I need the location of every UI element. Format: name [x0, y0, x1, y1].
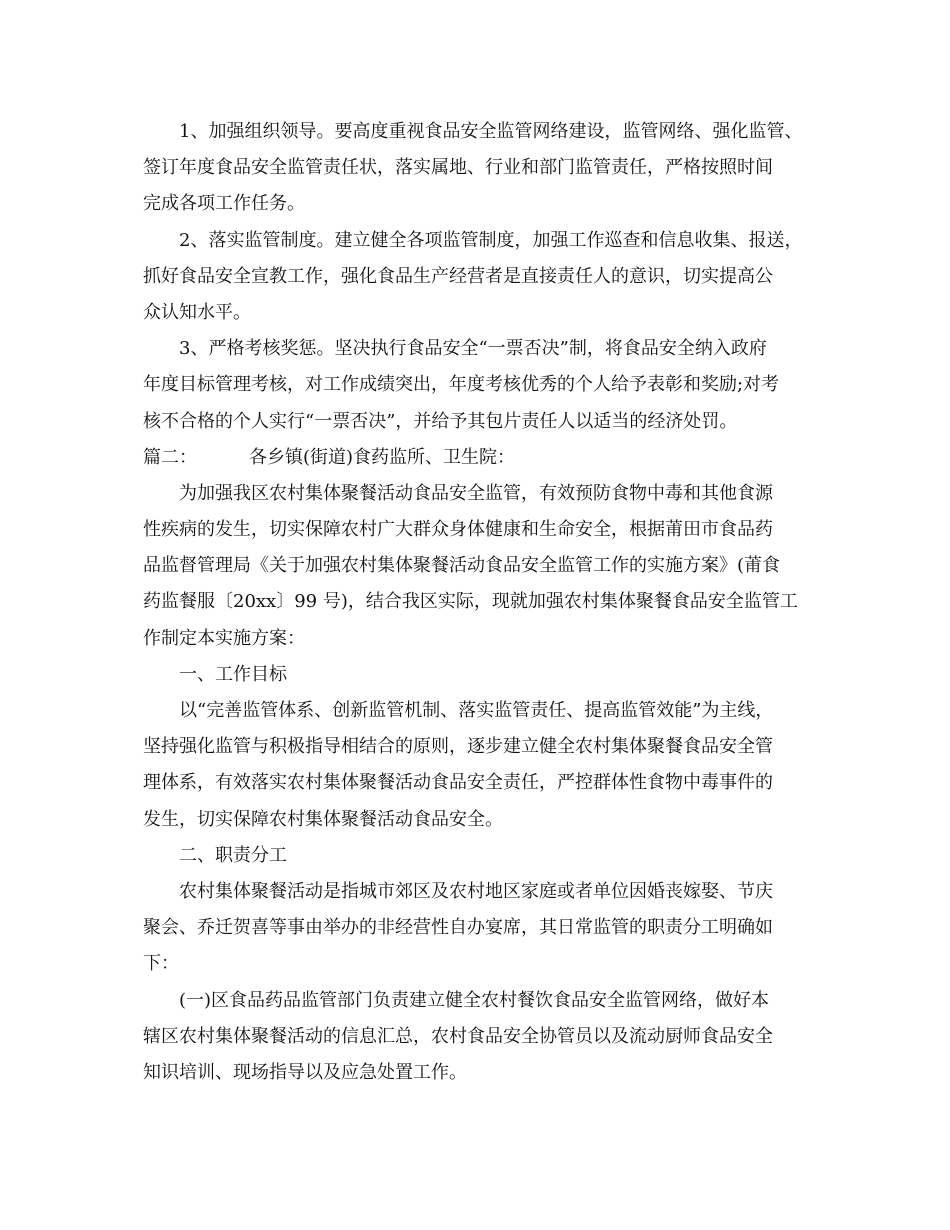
text-line [143, 331, 813, 367]
text-line [143, 404, 813, 440]
line-text: 下： [143, 953, 179, 975]
text-line [143, 584, 813, 620]
text-line [143, 983, 813, 1019]
line-text: 1、加强组织领导。要高度重视食品安全监管网络建设，监管网络、强化监管、 [179, 121, 803, 142]
line-text: 年度目标管理考核，对工作成绩突出，年度考核优秀的个人给予表彰和奖励;对考 [143, 374, 780, 396]
text-line [143, 1019, 813, 1055]
text-line [143, 548, 813, 584]
heading-line [143, 838, 813, 874]
line-text: 发生，切实保障农村集体聚餐活动食品安全。 [143, 808, 503, 830]
line-text: 众认知水平。 [143, 301, 251, 323]
line-text: 知识培训、现场指导以及应急处置工作。 [143, 1061, 467, 1083]
line-text: 品监督管理局《关于加强农村集体聚餐活动食品安全监管工作的实施方案》(莆食 [143, 555, 781, 577]
text-line [143, 223, 813, 259]
line-text: 2、落实监管制度。建立健全各项监管制度，加强工作巡查和信息收集、报送， [179, 229, 803, 251]
text-line [143, 114, 813, 150]
text-line [143, 693, 813, 729]
line-text: 二、职责分工 [179, 844, 287, 866]
line-text: 农村集体聚餐活动是指城市郊区及农村地区家庭或者单位因婚丧嫁娶、节庆 [179, 880, 773, 902]
text-line [143, 259, 813, 295]
line-text: 3、严格考核奖惩。坚决执行食品安全“一票否决”制，将食品安全纳入政府 [179, 338, 767, 360]
line-text: 各乡镇(街道)食药监所、卫生院： [249, 446, 516, 468]
line-text: 一、工作目标 [179, 663, 287, 685]
line-text: 坚持强化监管与积极指导相结合的原则，逐步建立健全农村集体聚餐食品安全管 [143, 736, 773, 758]
text-line [143, 621, 813, 657]
line-text: 药监餐服〔20xx〕99 号)，结合我区实际，现就加强农村集体聚餐食品安全监管工 [143, 591, 798, 613]
text-line [143, 946, 813, 982]
text-line [143, 295, 813, 331]
text-line [143, 150, 813, 186]
text-line [143, 802, 813, 838]
text-line [143, 186, 813, 222]
line-text: 抓好食品安全宣教工作，强化食品生产经营者是直接责任人的意识，切实提高公 [143, 265, 773, 287]
text-line [143, 367, 813, 403]
line-text: 为加强我区农村集体聚餐活动食品安全监管，有效预防食物中毒和其他食源 [179, 482, 773, 504]
line-text: (一)区食品药品监管部门负责建立健全农村餐饮食品安全监管网络，做好本 [179, 989, 770, 1011]
text-line [143, 1055, 813, 1091]
text-line [143, 729, 813, 765]
line-text: 作制定本实施方案： [143, 627, 305, 649]
line-text: 签订年度食品安全监管责任状，落实属地、行业和部门监管责任，严格按照时间 [143, 157, 773, 179]
document-body [143, 114, 813, 1091]
heading-line [143, 657, 813, 693]
text-line [143, 512, 813, 548]
text-line [143, 874, 813, 910]
text-line [143, 476, 813, 512]
text-line [143, 765, 813, 801]
line-text: 核不合格的个人实行“一票否决”，并给予其包片责任人以适当的经济处罚。 [143, 410, 738, 432]
line-text: 理体系，有效落实农村集体聚餐活动食品安全责任，严控群体性食物中毒事件的 [143, 772, 773, 794]
line-text: 聚会、乔迁贺喜等事由举办的非经营性自办宴席，其日常监管的职责分工明确如 [143, 917, 773, 939]
section-heading-line [143, 440, 813, 476]
line-text: 完成各项工作任务。 [143, 193, 305, 215]
text-line [143, 910, 813, 946]
section-label: 篇二： [143, 446, 197, 468]
line-text: 辖区农村集体聚餐活动的信息汇总，农村食品安全协管员以及流动厨师食品安全 [143, 1025, 773, 1047]
line-text: 性疾病的发生，切实保障农村广大群众身体健康和生命安全，根据莆田市食品药 [143, 519, 773, 541]
line-text: 以“完善监管体系、创新监管机制、落实监管责任、提高监管效能”为主线， [179, 700, 774, 721]
